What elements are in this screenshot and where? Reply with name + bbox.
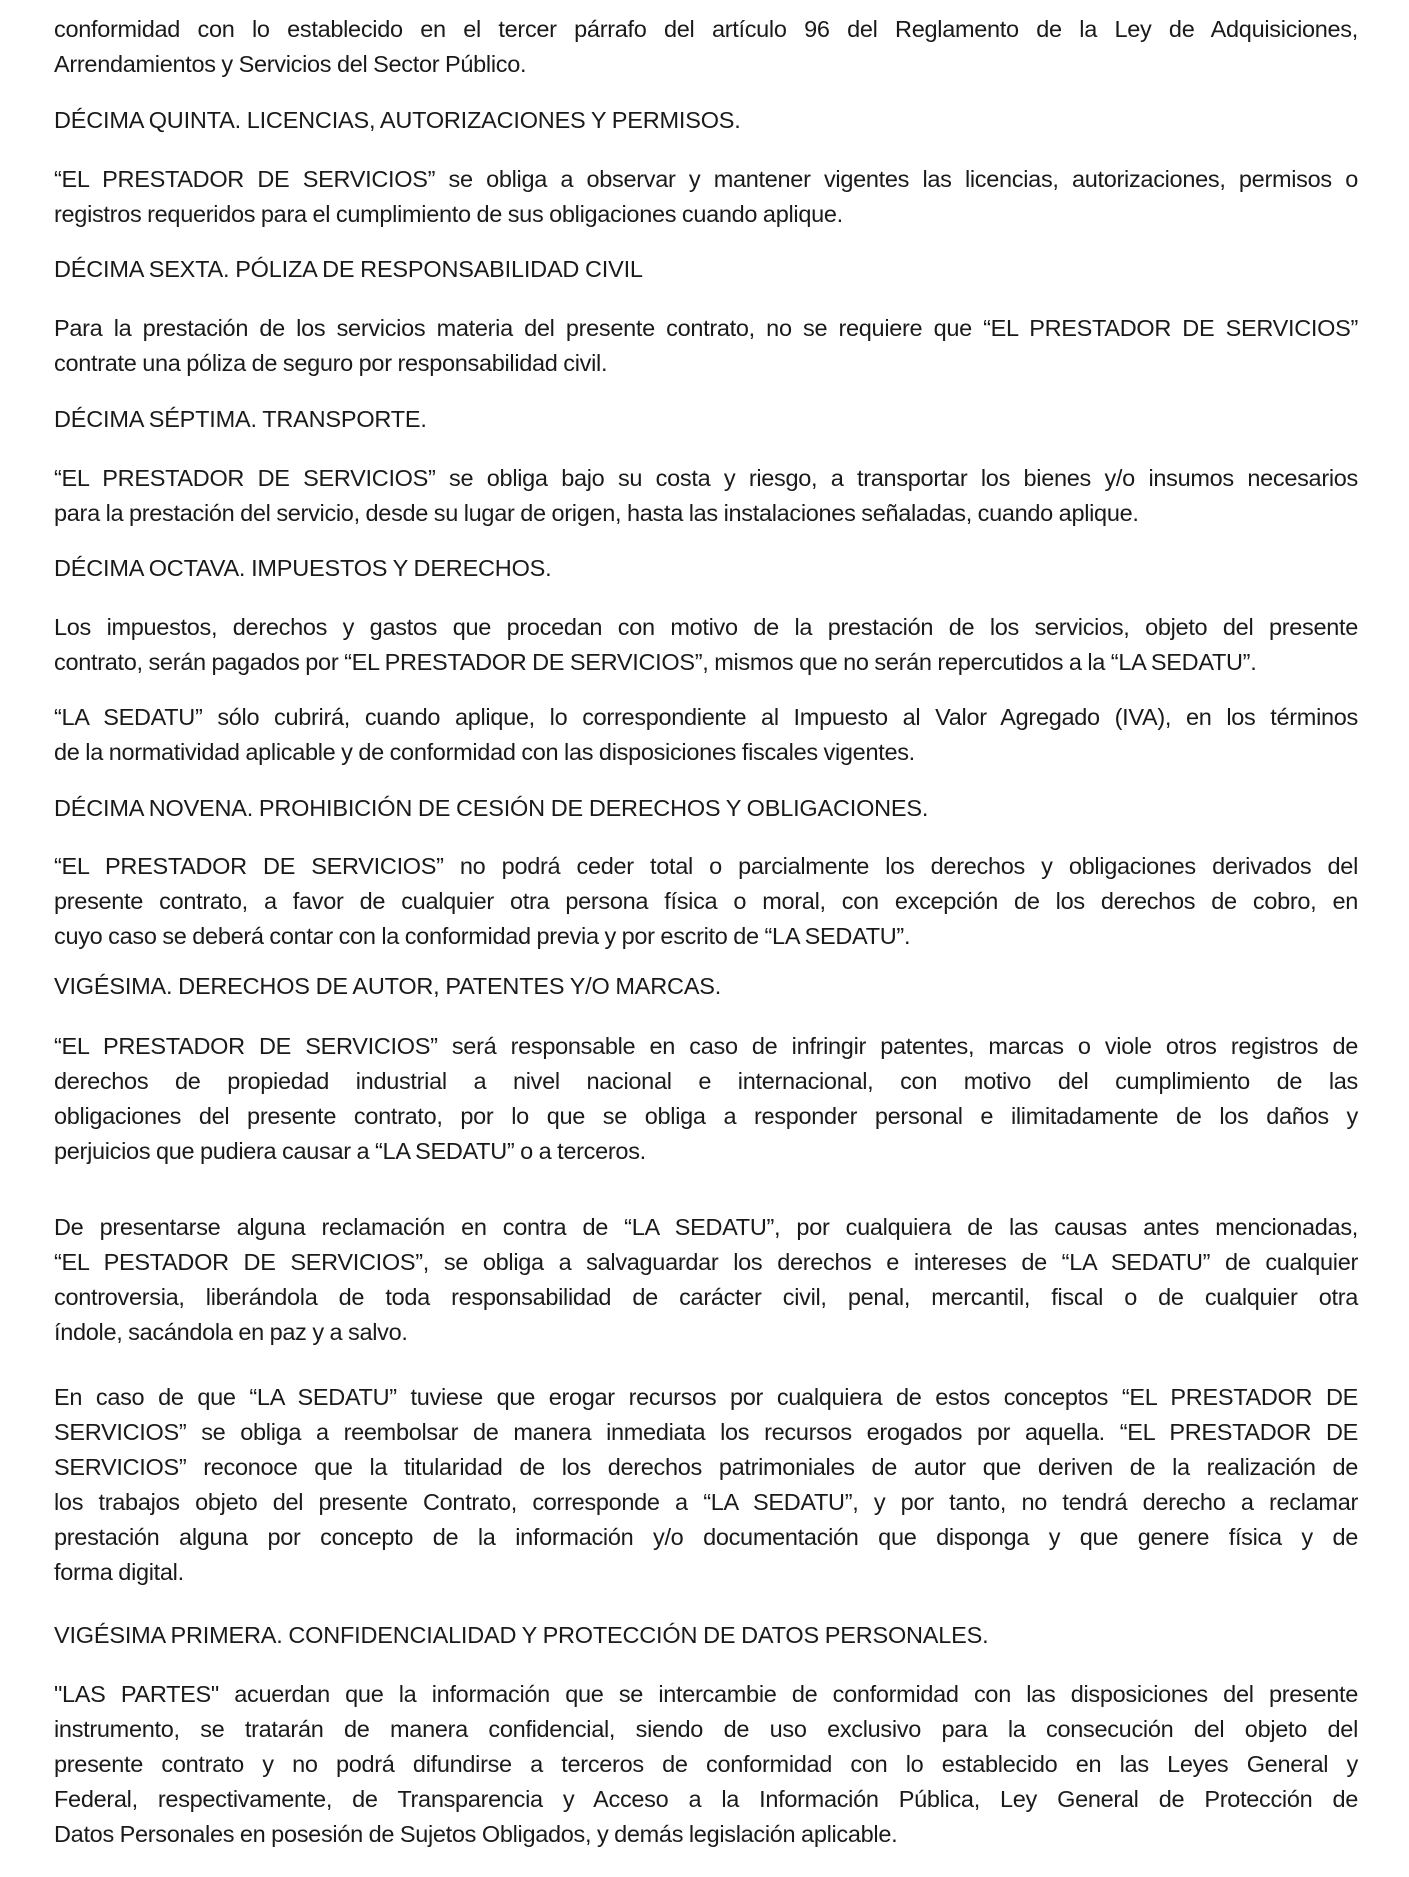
text-line: obligaciones del presente contrato, por lo que se obliga a responder personal e ilimitadamente de los daños y <box>54 1103 1358 1129</box>
paragraph-reclamacion <box>54 1210 1358 1350</box>
text-line: “EL PRESTADOR DE SERVICIOS” se obliga a observar y mantener vigentes las licencias, autorizaciones, permisos o <box>54 166 1358 192</box>
text-line: “EL PRESTADOR DE SERVICIOS” se obliga bajo su costa y riesgo, a transportar los bienes y/o insumos necesarios <box>54 465 1358 491</box>
paragraph-licencias <box>54 162 1358 232</box>
clause-heading-decima-octava: DÉCIMA OCTAVA. IMPUESTOS Y DERECHOS. <box>54 555 552 581</box>
text-line: índole, sacándola en paz y a salvo. <box>54 1319 408 1345</box>
text-line: perjuicios que pudiera causar a “LA SEDATU” o a terceros. <box>54 1138 646 1164</box>
text-line: SERVICIOS” reconoce que la titularidad de los derechos patrimoniales de autor que deriven de la realización de <box>54 1454 1358 1480</box>
text-line: presente contrato y no podrá difundirse a terceros de conformidad con lo establecido en las Leyes General y <box>54 1751 1358 1777</box>
text-line: contrato, serán pagados por “EL PRESTADOR DE SERVICIOS”, mismos que no serán repercutidos a la “LA SEDATU”. <box>54 649 1257 675</box>
text-line: Los impuestos, derechos y gastos que procedan con motivo de la prestación de los servicios, objeto del presente <box>54 614 1358 640</box>
clause-heading-decima-quinta: DÉCIMA QUINTA. LICENCIAS, AUTORIZACIONES Y PERMISOS. <box>54 107 741 133</box>
text-line: Datos Personales en posesión de Sujetos Obligados, y demás legislación aplicable. <box>54 1821 898 1847</box>
text-line: “EL PESTADOR DE SERVICIOS”, se obliga a salvaguardar los derechos e intereses de “LA SEDATU” de cualquier <box>54 1249 1358 1275</box>
text-line: En caso de que “LA SEDATU” tuviese que erogar recursos por cualquiera de estos conceptos “EL PRESTADOR DE <box>54 1384 1358 1410</box>
clause-heading-decima-sexta: DÉCIMA SEXTA. PÓLIZA DE RESPONSABILIDAD CIVIL <box>54 256 643 282</box>
text-line: conformidad con lo establecido en el tercer párrafo del artículo 96 del Reglamento de la Ley de Adquisiciones, <box>54 16 1358 42</box>
text-line: para la prestación del servicio, desde su lugar de origen, hasta las instalaciones señaladas, cuando aplique. <box>54 500 1139 526</box>
text-line: Federal, respectivamente, de Transparencia y Acceso a la Información Pública, Ley General de Protección de <box>54 1786 1358 1812</box>
text-line: contrate una póliza de seguro por responsabilidad civil. <box>54 350 608 376</box>
text-line: cuyo caso se deberá contar con la conformidad previa y por escrito de “LA SEDATU”. <box>54 923 911 949</box>
text-line: prestación alguna por concepto de la información y/o documentación que disponga y que genere física y de <box>54 1524 1358 1550</box>
paragraph-cesion <box>54 849 1358 954</box>
text-line: presente contrato, a favor de cualquier otra persona física o moral, con excepción de los derechos de cobro, en <box>54 888 1358 914</box>
paragraph-iva <box>54 700 1358 770</box>
text-line: “EL PRESTADOR DE SERVICIOS” será responsable en caso de infringir patentes, marcas o viole otros registros de <box>54 1033 1358 1059</box>
text-line: De presentarse alguna reclamación en contra de “LA SEDATU”, por cualquiera de las causas antes mencionadas, <box>54 1214 1358 1240</box>
text-line: controversia, liberándola de toda responsabilidad de carácter civil, penal, mercantil, fiscal o de cualquier otra <box>54 1284 1358 1310</box>
clause-heading-decima-novena: DÉCIMA NOVENA. PROHIBICIÓN DE CESIÓN DE DERECHOS Y OBLIGACIONES. <box>54 795 929 821</box>
clause-heading-vigesima: VIGÉSIMA. DERECHOS DE AUTOR, PATENTES Y/O MARCAS. <box>54 973 722 999</box>
text-line: “EL PRESTADOR DE SERVICIOS” no podrá ceder total o parcialmente los derechos y obligaciones derivados del <box>54 853 1358 879</box>
paragraph-impuestos <box>54 610 1358 680</box>
paragraph-confidencialidad <box>54 1677 1358 1852</box>
text-line: registros requeridos para el cumplimiento de sus obligaciones cuando aplique. <box>54 201 843 227</box>
text-line: Arrendamientos y Servicios del Sector Público. <box>54 51 527 77</box>
text-line: los trabajos objeto del presente Contrato, corresponde a “LA SEDATU”, y por tanto, no tendrá derecho a reclamar <box>54 1489 1358 1515</box>
text-line: instrumento, se tratarán de manera confidencial, siendo de uso exclusivo para la consecución del objeto del <box>54 1716 1358 1742</box>
clause-heading-decima-septima: DÉCIMA SÉPTIMA. TRANSPORTE. <box>54 406 427 432</box>
text-line: de la normatividad aplicable y de conformidad con las disposiciones fiscales vigentes. <box>54 739 915 765</box>
paragraph-continuation-art96 <box>54 12 1358 82</box>
paragraph-transporte <box>54 461 1358 531</box>
text-line: Para la prestación de los servicios materia del presente contrato, no se requiere que “EL PRESTADOR DE SERVICIOS” <box>54 315 1358 341</box>
text-line: derechos de propiedad industrial a nivel nacional e internacional, con motivo del cumplimiento de las <box>54 1068 1358 1094</box>
paragraph-derechos-autor <box>54 1029 1358 1169</box>
text-line: SERVICIOS” se obliga a reembolsar de manera inmediata los recursos erogados por aquella. “EL PRESTADOR DE <box>54 1419 1358 1445</box>
paragraph-poliza <box>54 311 1358 381</box>
text-line: "LAS PARTES" acuerdan que la información que se intercambie de conformidad con las disposiciones del presente <box>54 1681 1358 1707</box>
text-line: “LA SEDATU” sólo cubrirá, cuando aplique, lo correspondiente al Impuesto al Valor Agregado (IVA), en los términos <box>54 704 1358 730</box>
clause-heading-vigesima-primera: VIGÉSIMA PRIMERA. CONFIDENCIALIDAD Y PROTECCIÓN DE DATOS PERSONALES. <box>54 1622 989 1648</box>
text-line: forma digital. <box>54 1559 184 1585</box>
paragraph-reembolso <box>54 1380 1358 1590</box>
